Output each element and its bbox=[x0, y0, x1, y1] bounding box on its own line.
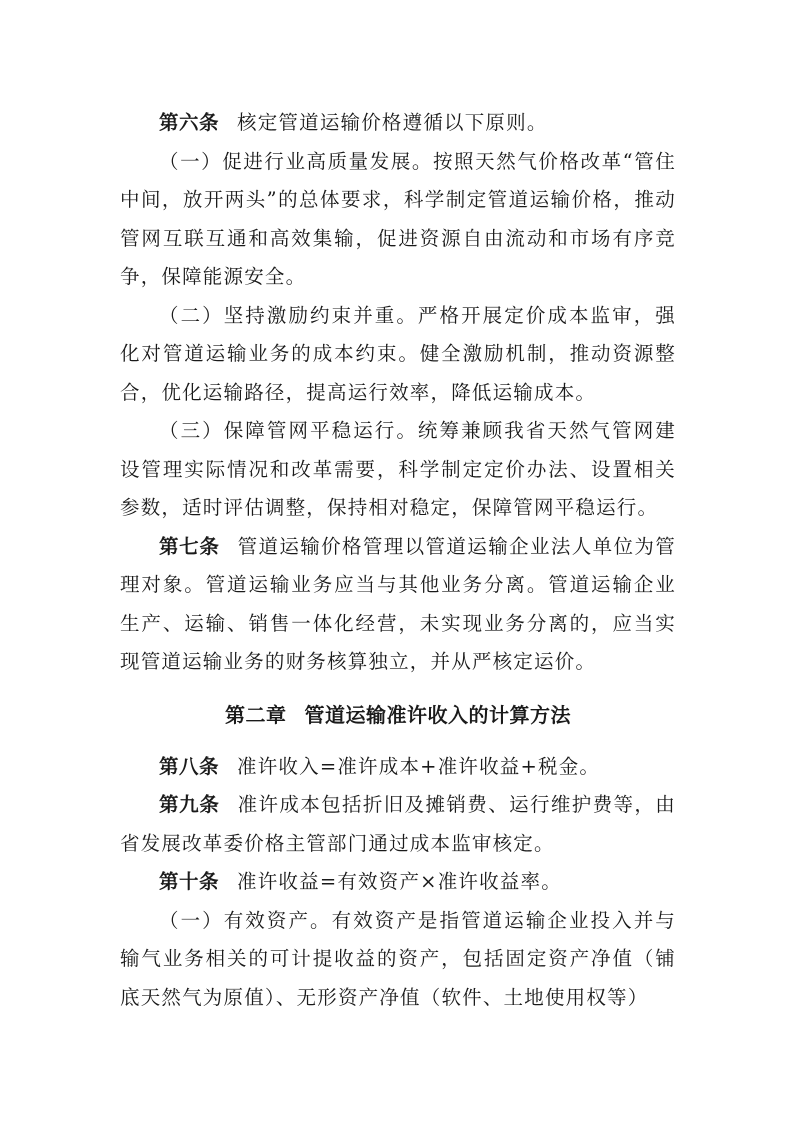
article-6-item-3: （三）保障管网平稳运行。统筹兼顾我省天然气管网建设管理实际情况和改革需要，科学制定定价办法、设置相关参数，适时评估调整，保持相对稳定，保障管网平稳运行。 bbox=[120, 419, 676, 519]
article-9 bbox=[120, 786, 676, 863]
article-6-item-2: （二）坚持激励约束并重。严格开展定价成本监审，强化对管道运输业务的成本约束。健全激励机制，推动资源整合，优化运输路径，提高运行效率，降低运输成本。 bbox=[120, 303, 676, 404]
chapter-2-title: 管道运输准许收入的计算方法 bbox=[304, 702, 571, 727]
article-9-label: 第九条 bbox=[159, 793, 220, 816]
article-10 bbox=[120, 863, 676, 902]
article-6-label: 第六条 bbox=[159, 111, 220, 134]
document-page bbox=[120, 104, 676, 1017]
article-6-text: 核定管道运输价格遵循以下原则。 bbox=[237, 111, 548, 134]
article-8-text: 准许收入=准许成本+准许收益+税金。 bbox=[237, 754, 601, 778]
article-9-text: 准许成本包括折旧及摊销费、运行维护费等，由省发展改革委价格主管部门通过成本监审核定。 bbox=[120, 793, 676, 855]
article-8-label: 第八条 bbox=[159, 754, 220, 778]
article-6-item-1: （一）促进行业高质量发展。按照天然气价格改革“管住中间，放开两头”的总体要求，科学制定管道运输价格，推动管网互联互通和高效集输，促进资源自由流动和市场有序竞争，保障能源安全。 bbox=[120, 149, 676, 288]
article-7-text: 管道运输价格管理以管道运输企业法人单位为管理对象。管道运输业务应当与其他业务分离。管道运输企业生产、运输、销售一体化经营，未实现业务分离的，应当实现管道运输业务的财务核算独立，并从严核定运价。 bbox=[120, 534, 676, 673]
article-10-item-1: （一）有效资产。有效资产是指管道运输企业投入并与输气业务相关的可计提收益的资产，包括固定资产净值（铺底天然气为原值）、无形资产净值（软件、土地使用权等） bbox=[120, 908, 676, 1009]
chapter-2-label: 第二章 bbox=[225, 702, 287, 727]
article-10-label: 第十条 bbox=[159, 870, 220, 893]
article-8 bbox=[120, 748, 676, 787]
article-10-text: 准许收益=有效资产×准许收益率。 bbox=[237, 870, 562, 893]
chapter-2-heading bbox=[120, 696, 676, 734]
article-7-label: 第七条 bbox=[159, 534, 220, 558]
article-6 bbox=[120, 104, 676, 143]
article-7 bbox=[120, 528, 676, 682]
